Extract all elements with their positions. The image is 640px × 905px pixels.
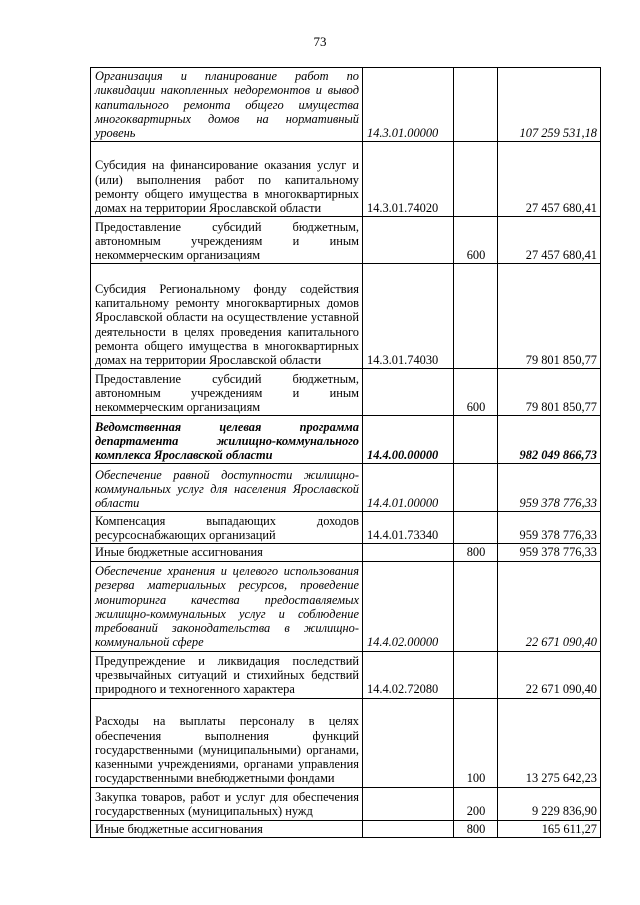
row-expense-type	[454, 512, 498, 544]
row-expense-type: 800	[454, 544, 498, 561]
row-expense-type	[454, 651, 498, 698]
row-code	[363, 787, 454, 820]
row-code: 14.3.01.74030	[363, 264, 454, 369]
row-expense-type	[454, 464, 498, 512]
table-row	[91, 561, 601, 651]
table-row	[91, 820, 601, 837]
row-expense-type: 800	[454, 820, 498, 837]
row-amount: 959 378 776,33	[498, 544, 601, 561]
row-code: 14.4.02.72080	[363, 651, 454, 698]
row-name: Расходы на выплаты персоналу в целях обеспечения выполнения функций государственными (муниципальными) органами, казенными учреждениями, органами управления государственными внебюджетными фондами	[91, 698, 363, 787]
row-amount: 9 229 836,90	[498, 787, 601, 820]
budget-table	[90, 67, 601, 838]
table-row	[91, 544, 601, 561]
row-name: Ведомственная целевая программа департамента жилищно-коммунального комплекса Ярославской области	[91, 416, 363, 464]
table-row	[91, 464, 601, 512]
row-expense-type: 100	[454, 698, 498, 787]
page-number: 73	[313, 34, 327, 49]
table-row	[91, 512, 601, 544]
row-name: Предоставление субсидий бюджетным, автономным учреждениям и иным некоммерческим организациям	[91, 369, 363, 416]
row-code	[363, 698, 454, 787]
row-name: Иные бюджетные ассигнования	[91, 820, 363, 837]
row-amount: 982 049 866,73	[498, 416, 601, 464]
row-expense-type	[454, 561, 498, 651]
table-row	[91, 264, 601, 369]
row-code	[363, 217, 454, 264]
row-code	[363, 820, 454, 837]
table-row	[91, 68, 601, 142]
row-amount: 13 275 642,23	[498, 698, 601, 787]
row-name: Закупка товаров, работ и услуг для обеспечения государственных (муниципальных) нужд	[91, 787, 363, 820]
table-row	[91, 787, 601, 820]
row-code: 14.4.00.00000	[363, 416, 454, 464]
row-amount: 959 378 776,33	[498, 512, 601, 544]
row-amount: 22 671 090,40	[498, 561, 601, 651]
row-name: Обеспечение равной доступности жилищно-коммунальных услуг для населения Ярославской области	[91, 464, 363, 512]
row-expense-type: 200	[454, 787, 498, 820]
row-name: Субсидия Региональному фонду содействия капитальному ремонту многоквартирных домов Ярославской области на осуществление уставной деятельности в целях проведения капитального ремонта общего имущества в многоквартирных домах на территории Ярославской области	[91, 264, 363, 369]
row-code: 14.3.01.00000	[363, 68, 454, 142]
row-code: 14.4.01.73340	[363, 512, 454, 544]
row-name: Компенсация выпадающих доходов ресурсоснабжающих организаций	[91, 512, 363, 544]
table-row	[91, 698, 601, 787]
row-amount: 79 801 850,77	[498, 264, 601, 369]
row-amount: 27 457 680,41	[498, 217, 601, 264]
row-expense-type	[454, 416, 498, 464]
table-row	[91, 416, 601, 464]
row-amount: 79 801 850,77	[498, 369, 601, 416]
row-amount: 107 259 531,18	[498, 68, 601, 142]
table-row	[91, 142, 601, 217]
row-name: Предоставление субсидий бюджетным, автономным учреждениям и иным некоммерческим организациям	[91, 217, 363, 264]
row-expense-type: 600	[454, 369, 498, 416]
table-row	[91, 651, 601, 698]
row-code	[363, 369, 454, 416]
row-expense-type: 600	[454, 217, 498, 264]
row-name: Иные бюджетные ассигнования	[91, 544, 363, 561]
row-code	[363, 544, 454, 561]
row-expense-type	[454, 264, 498, 369]
row-amount: 165 611,27	[498, 820, 601, 837]
row-name: Субсидия на финансирование оказания услуг и (или) выполнения работ по капитальному ремонту общего имущества в многоквартирных домах на территории Ярославской области	[91, 142, 363, 217]
row-name: Обеспечение хранения и целевого использования резерва материальных ресурсов, проведение мониторинга качества предоставляемых жилищно-коммунальных услуг и соблюдение требований законодательства в жилищно-коммунальной сфере	[91, 561, 363, 651]
row-code: 14.4.01.00000	[363, 464, 454, 512]
row-code: 14.3.01.74020	[363, 142, 454, 217]
table-row	[91, 217, 601, 264]
row-expense-type	[454, 68, 498, 142]
table-row	[91, 369, 601, 416]
row-amount: 959 378 776,33	[498, 464, 601, 512]
row-code: 14.4.02.00000	[363, 561, 454, 651]
row-amount: 27 457 680,41	[498, 142, 601, 217]
row-amount: 22 671 090,40	[498, 651, 601, 698]
row-name: Организация и планирование работ по ликвидации накопленных недоремонтов и вывод капитального ремонта общего имущества многоквартирных домов на нормативный уровень	[91, 68, 363, 142]
row-name: Предупреждение и ликвидация последствий чрезвычайных ситуаций и стихийных бедствий природного и техногенного характера	[91, 651, 363, 698]
row-expense-type	[454, 142, 498, 217]
